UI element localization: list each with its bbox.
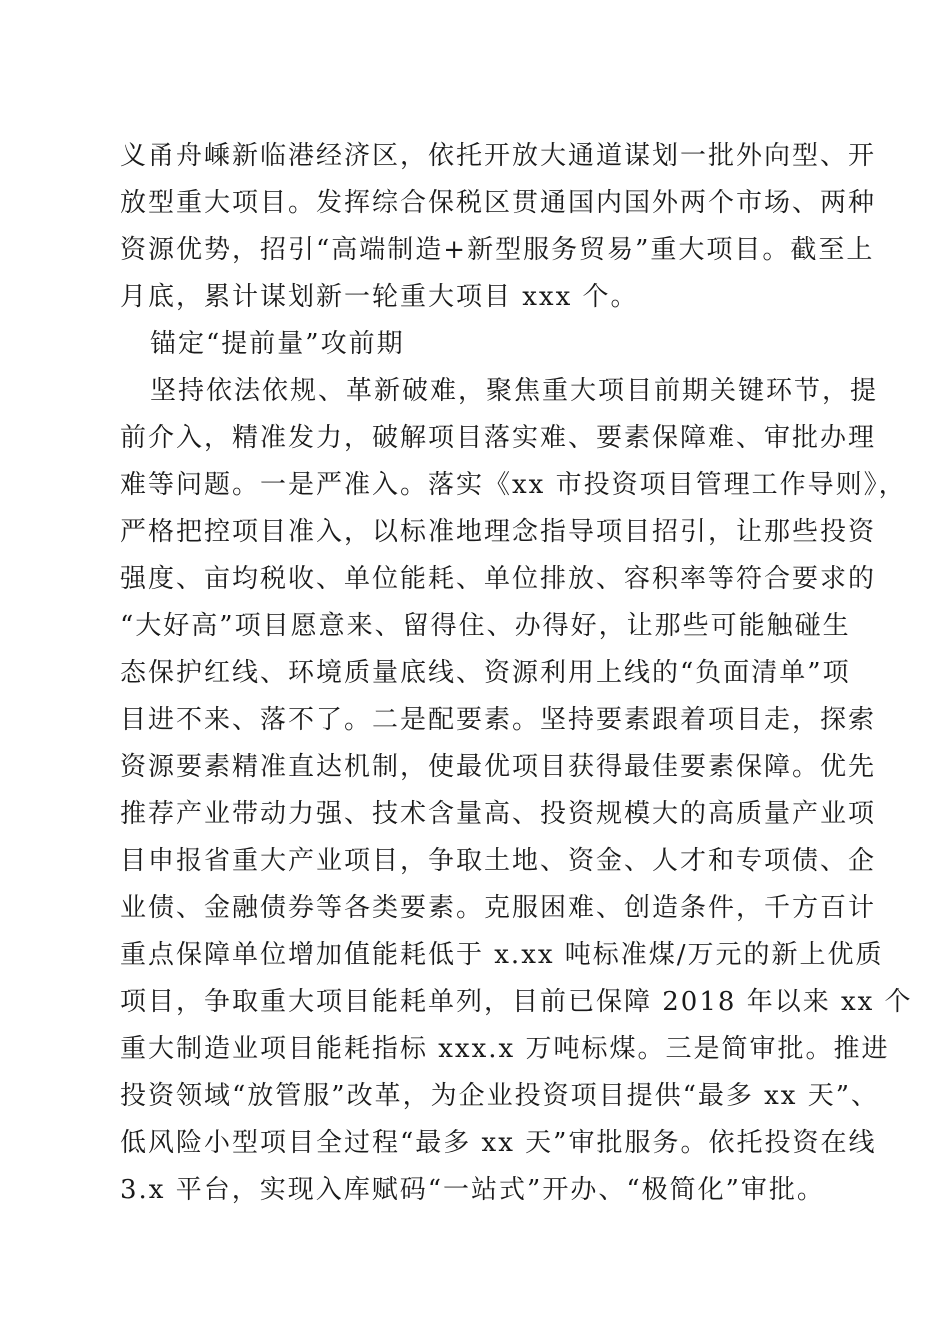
text-line: 坚持依法依规、革新破难，聚焦重大项目前期关键环节，提 [150, 376, 879, 406]
text-line: 难等问题。一是严准入。落实《xx 市投资项目管理工作导则》， [120, 470, 907, 500]
text-line: 强度、亩均税收、单位能耗、单位排放、容积率等符合要求的 [120, 564, 877, 594]
text-line: 态保护红线、环境质量底线、资源利用上线的“负面清单”项 [120, 658, 851, 688]
text-line: 低风险小型项目全过程“最多 xx 天”审批服务。依托投资在线 [120, 1128, 877, 1158]
text-line: “大好高”项目愿意来、留得住、办得好，让那些可能触碰生 [120, 611, 851, 641]
text-line: 目进不来、落不了。二是配要素。坚持要素跟着项目走，探索 [120, 705, 877, 735]
text-line: 业债、金融债券等各类要素。克服困难、创造条件，千方百计 [120, 893, 877, 923]
text-line: 前介入，精准发力，破解项目落实难、要素保障难、审批办理 [120, 423, 877, 453]
text-line: 资源优势，招引“高端制造+新型服务贸易”重大项目。截至上 [120, 235, 875, 265]
text-line: 项目，争取重大项目能耗单列，目前已保障 2018 年以来 xx 个 [120, 987, 913, 1017]
text-line: 重大制造业项目能耗指标 xxx.x 万吨标煤。三是简审批。推进 [120, 1034, 890, 1064]
text-line: 月底，累计谋划新一轮重大项目 xxx 个。 [120, 282, 639, 312]
text-line: 放型重大项目。发挥综合保税区贯通国内国外两个市场、两种 [120, 188, 877, 218]
text-line: 义甬舟嵊新临港经济区，依托开放大通道谋划一批外向型、开 [120, 141, 877, 171]
text-line: 投资领域“放管服”改革，为企业投资项目提供“最多 xx 天”、 [120, 1081, 880, 1111]
text-line: 推荐产业带动力强、技术含量高、投资规模大的高质量产业项 [120, 799, 877, 829]
text-line: 严格把控项目准入，以标准地理念指导项目招引，让那些投资 [120, 517, 877, 547]
text-line: 3.x 平台，实现入库赋码“一站式”开办、“极简化”审批。 [120, 1175, 825, 1205]
section-heading: 锚定“提前量”攻前期 [150, 329, 405, 359]
text-line: 资源要素精准直达机制，使最优项目获得最佳要素保障。优先 [120, 752, 877, 782]
text-line: 目申报省重大产业项目，争取土地、资金、人才和专项债、企 [120, 846, 877, 876]
text-line: 重点保障单位增加值能耗低于 x.xx 吨标准煤/万元的新上优质 [120, 940, 884, 970]
